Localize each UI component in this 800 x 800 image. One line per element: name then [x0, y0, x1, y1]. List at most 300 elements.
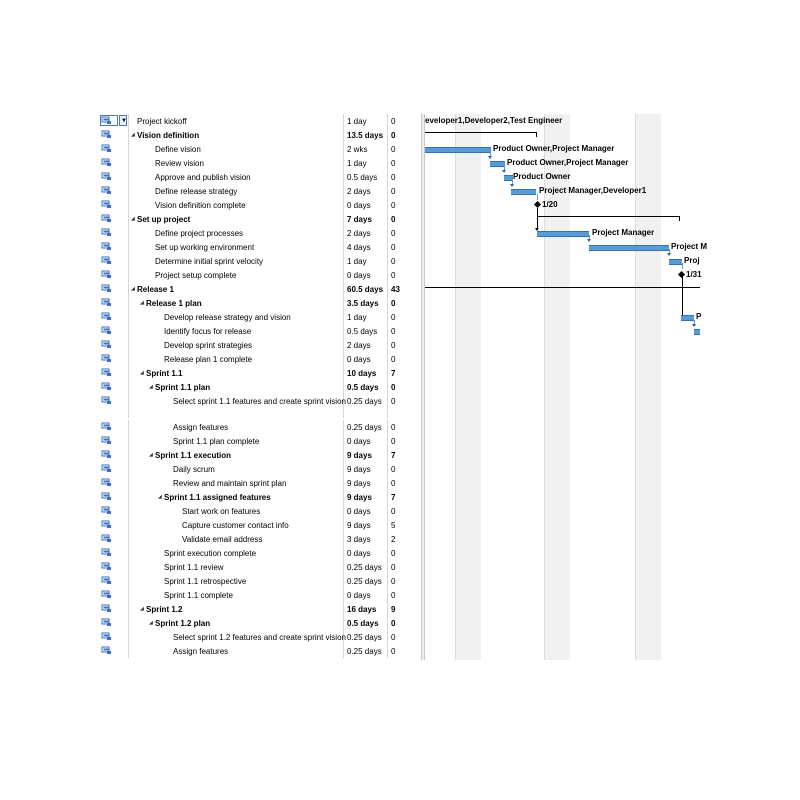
slack-value: 0 [391, 187, 396, 196]
task-note-icon [102, 423, 110, 429]
slack-cell[interactable] [388, 532, 424, 546]
dependency-link [682, 276, 683, 318]
task-name-cell[interactable] [129, 226, 344, 240]
duration-cell[interactable] [344, 310, 388, 324]
task-bar-develop-release[interactable] [681, 315, 694, 321]
slack-cell[interactable] [388, 114, 424, 128]
slack-value: 0 [391, 619, 396, 628]
indicator-cell [100, 352, 129, 366]
duration-cell[interactable] [344, 352, 388, 366]
task-row[interactable] [100, 212, 425, 226]
task-note-icon [102, 187, 110, 193]
task-name: Select sprint 1.1 features and create sprint vision [173, 397, 346, 406]
duration-value: 10 days [347, 369, 377, 378]
slack-cell[interactable] [388, 560, 424, 574]
task-row[interactable] [100, 254, 425, 268]
task-row[interactable] [100, 448, 425, 462]
slack-cell[interactable] [388, 616, 424, 630]
slack-value: 0 [391, 201, 396, 210]
dependency-arrow [587, 239, 591, 242]
task-name-cell[interactable] [129, 198, 344, 212]
task-name: Define release strategy [155, 187, 238, 196]
task-row[interactable] [100, 338, 425, 352]
collapse-triangle-icon[interactable]: ◢ [149, 620, 153, 626]
weekend-band [635, 114, 661, 660]
summary-bar-end [679, 216, 680, 221]
task-name-cell[interactable] [129, 588, 344, 602]
task-note-icon [102, 215, 110, 221]
task-name-cell[interactable] [129, 114, 344, 128]
resource-label: Project M [671, 242, 708, 251]
duration-value: 0.5 days [347, 383, 379, 392]
slack-cell[interactable] [388, 282, 424, 296]
slack-cell[interactable] [388, 184, 424, 198]
slack-cell[interactable] [388, 352, 424, 366]
chevron-down-icon[interactable]: ▼ [119, 115, 127, 126]
duration-cell[interactable] [344, 602, 388, 616]
task-row[interactable] [100, 198, 425, 212]
task-name-cell[interactable] [129, 240, 344, 254]
task-note-icon[interactable] [100, 115, 118, 126]
indicator-cell [100, 490, 129, 504]
task-note-icon [102, 507, 110, 513]
task-name-cell[interactable] [129, 630, 344, 644]
duration-value: 1 day [347, 257, 367, 266]
task-row[interactable] [100, 476, 425, 490]
task-name-cell[interactable] [129, 282, 344, 296]
slack-cell[interactable] [388, 462, 424, 476]
task-name-cell[interactable] [129, 476, 344, 490]
slack-cell[interactable] [388, 142, 424, 156]
task-row[interactable] [100, 644, 425, 658]
task-row[interactable] [100, 170, 425, 184]
duration-cell[interactable] [344, 394, 388, 418]
task-name-cell[interactable] [129, 602, 344, 616]
slack-cell[interactable] [388, 644, 424, 658]
slack-cell[interactable] [388, 198, 424, 212]
slack-cell[interactable] [388, 268, 424, 282]
slack-value: 0 [391, 633, 396, 642]
slack-value: 0 [391, 341, 396, 350]
task-row[interactable] [100, 184, 425, 198]
task-bar-identify-focus[interactable] [694, 329, 700, 335]
task-name: Assign features [173, 647, 229, 656]
duration-value: 0.5 days [347, 619, 379, 628]
task-name: Release 1 [137, 285, 174, 294]
task-name-cell[interactable] [129, 574, 344, 588]
duration-cell[interactable] [344, 588, 388, 602]
slack-value: 0 [391, 145, 396, 154]
duration-value: 0.25 days [347, 647, 382, 656]
task-row[interactable] [100, 366, 425, 380]
indicator-cell [100, 170, 129, 184]
indicator-cell [100, 268, 129, 282]
task-name: Daily scrum [173, 465, 215, 474]
task-note-icon [102, 257, 110, 263]
task-note-icon [102, 173, 110, 179]
task-note-icon [102, 201, 110, 207]
task-note-icon [102, 145, 110, 151]
duration-value: 2 days [347, 341, 371, 350]
slack-value: 2 [391, 535, 396, 544]
slack-value: 0 [391, 117, 396, 126]
task-name-cell[interactable] [129, 268, 344, 282]
duration-cell[interactable] [344, 142, 388, 156]
slack-cell[interactable] [388, 212, 424, 226]
duration-value: 9 days [347, 479, 371, 488]
task-note-icon [102, 369, 110, 375]
task-note-icon [102, 383, 110, 389]
slack-cell[interactable] [388, 310, 424, 324]
slack-cell[interactable] [388, 324, 424, 338]
task-row[interactable] [100, 296, 425, 310]
indicator-cell [100, 616, 129, 630]
duration-cell[interactable] [344, 268, 388, 282]
indicator-cell [100, 476, 129, 490]
duration-cell[interactable] [344, 226, 388, 240]
duration-cell[interactable] [344, 476, 388, 490]
task-name: Release plan 1 complete [164, 355, 253, 364]
task-row[interactable] [100, 380, 425, 394]
task-name-cell[interactable] [129, 296, 344, 310]
duration-value: 0.25 days [347, 397, 382, 406]
task-note-icon [102, 521, 110, 527]
slack-cell[interactable] [388, 296, 424, 310]
duration-value: 2 days [347, 229, 371, 238]
task-row[interactable] [100, 394, 425, 418]
task-bar-define-processes[interactable] [537, 231, 589, 237]
task-name-cell[interactable] [129, 212, 344, 226]
task-name-cell[interactable] [129, 310, 344, 324]
task-name: Set up working environment [155, 243, 255, 252]
task-row[interactable] [100, 504, 425, 518]
task-name-cell[interactable] [129, 420, 344, 434]
task-row[interactable] [100, 324, 425, 338]
task-row[interactable] [100, 518, 425, 532]
dependency-link [682, 263, 683, 269]
collapse-triangle-icon[interactable]: ◢ [149, 384, 153, 390]
duration-cell[interactable] [344, 380, 388, 394]
weekend-band [544, 114, 570, 660]
slack-cell[interactable] [388, 448, 424, 462]
milestone-date: 1/31 [686, 270, 702, 279]
task-name: Review and maintain sprint plan [173, 479, 287, 488]
duration-cell[interactable] [344, 170, 388, 184]
duration-cell[interactable] [344, 114, 388, 128]
task-name-cell[interactable] [129, 338, 344, 352]
duration-cell[interactable] [344, 574, 388, 588]
slack-cell[interactable] [388, 588, 424, 602]
task-name-cell[interactable] [129, 644, 344, 658]
task-note-icon [102, 341, 110, 347]
task-name: Define vision [155, 145, 201, 154]
duration-cell[interactable] [344, 198, 388, 212]
task-name-cell[interactable] [129, 560, 344, 574]
task-name-cell[interactable] [129, 434, 344, 448]
slack-value: 0 [391, 243, 396, 252]
slack-value: 9 [391, 605, 396, 614]
slack-value: 0 [391, 229, 396, 238]
indicator-cell [100, 574, 129, 588]
slack-cell[interactable] [388, 630, 424, 644]
task-name: Sprint 1.1 assigned features [164, 493, 271, 502]
slack-value: 0 [391, 577, 396, 586]
indicator-cell [100, 310, 129, 324]
task-name-cell[interactable] [129, 380, 344, 394]
indicator-cell [100, 420, 129, 434]
task-row[interactable] [100, 128, 425, 142]
task-name: Start work on features [182, 507, 261, 516]
dependency-arrow [667, 253, 671, 256]
task-name: Sprint 1.1 complete [164, 591, 233, 600]
duration-value: 2 days [347, 187, 371, 196]
task-bar-release-strategy[interactable] [511, 189, 536, 195]
task-row[interactable] [100, 156, 425, 170]
duration-value: 0 days [347, 355, 371, 364]
task-bar-working-environment[interactable] [589, 245, 669, 251]
task-row[interactable] [100, 588, 425, 602]
slack-value: 0 [391, 397, 396, 406]
slack-cell[interactable] [388, 380, 424, 394]
task-row[interactable] [100, 490, 425, 504]
task-name: Vision definition complete [155, 201, 246, 210]
task-name-cell[interactable] [129, 142, 344, 156]
task-note-icon [102, 243, 110, 249]
slack-cell[interactable] [388, 476, 424, 490]
duration-cell[interactable] [344, 434, 388, 448]
task-name-cell[interactable] [129, 394, 344, 418]
duration-cell[interactable] [344, 462, 388, 476]
duration-cell[interactable] [344, 448, 388, 462]
task-name-cell[interactable] [129, 352, 344, 366]
task-name: Vision definition [137, 131, 200, 140]
task-name-cell[interactable] [129, 184, 344, 198]
task-name-cell[interactable] [129, 490, 344, 504]
collapse-triangle-icon[interactable]: ◢ [158, 494, 162, 500]
slack-cell[interactable] [388, 490, 424, 504]
task-name-cell[interactable] [129, 518, 344, 532]
collapse-triangle-icon[interactable]: ◢ [149, 452, 153, 458]
duration-value: 3 days [347, 535, 371, 544]
indicator-cell [100, 532, 129, 546]
duration-cell[interactable] [344, 128, 388, 142]
indicator-cell [100, 324, 129, 338]
duration-cell[interactable] [344, 156, 388, 170]
slack-value: 0 [391, 437, 396, 446]
slack-cell[interactable] [388, 226, 424, 240]
task-name-cell[interactable] [129, 504, 344, 518]
slack-cell[interactable] [388, 170, 424, 184]
duration-value: 9 days [347, 521, 371, 530]
task-name-cell[interactable] [129, 156, 344, 170]
duration-cell[interactable] [344, 560, 388, 574]
slack-cell[interactable] [388, 156, 424, 170]
duration-cell[interactable] [344, 616, 388, 630]
slack-cell[interactable] [388, 518, 424, 532]
slack-cell[interactable] [388, 602, 424, 616]
task-name: Sprint 1.1 execution [155, 451, 232, 460]
task-note-icon [102, 619, 110, 625]
task-row[interactable] [100, 616, 425, 630]
task-name: Sprint 1.1 plan complete [173, 437, 260, 446]
slack-cell[interactable] [388, 504, 424, 518]
task-grid [100, 114, 425, 660]
timescale-divider [635, 114, 636, 660]
slack-cell[interactable] [388, 254, 424, 268]
duration-cell[interactable] [344, 240, 388, 254]
task-row[interactable] [100, 282, 425, 296]
slack-value: 0 [391, 299, 396, 308]
duration-value: 9 days [347, 465, 371, 474]
slack-value: 0 [391, 257, 396, 266]
slack-value: 0 [391, 549, 396, 558]
task-name: Sprint 1.1 retrospective [164, 577, 247, 586]
duration-cell[interactable] [344, 504, 388, 518]
duration-cell[interactable] [344, 282, 388, 296]
task-note-icon [102, 285, 110, 291]
indicator-cell [100, 394, 129, 418]
task-row[interactable] [100, 226, 425, 240]
indicator-cell [100, 198, 129, 212]
summary-bar-end [536, 132, 537, 137]
duration-cell[interactable] [344, 212, 388, 226]
task-row[interactable] [100, 310, 425, 324]
resource-label: Product Owner [513, 172, 571, 181]
collapse-triangle-icon[interactable]: ◢ [140, 370, 144, 376]
task-name-cell[interactable] [129, 462, 344, 476]
duration-value: 0 days [347, 591, 371, 600]
task-note-icon [102, 535, 110, 541]
slack-cell[interactable] [388, 338, 424, 352]
task-note-icon [102, 479, 110, 485]
dependency-arrow [692, 324, 696, 327]
slack-cell[interactable] [388, 574, 424, 588]
summary-bar-release-1[interactable] [425, 287, 700, 288]
collapse-triangle-icon[interactable]: ◢ [140, 300, 144, 306]
slack-value: 7 [391, 493, 396, 502]
collapse-triangle-icon[interactable]: ◢ [131, 216, 135, 222]
duration-value: 3.5 days [347, 299, 379, 308]
duration-cell[interactable] [344, 254, 388, 268]
task-bar-review-vision[interactable] [490, 161, 505, 167]
duration-value: 4 days [347, 243, 371, 252]
task-name-cell[interactable] [129, 170, 344, 184]
dependency-arrow [488, 156, 492, 159]
dependency-arrow [510, 184, 514, 187]
collapse-triangle-icon[interactable]: ◢ [131, 286, 135, 292]
duration-cell[interactable] [344, 518, 388, 532]
indicator-cell [100, 296, 129, 310]
task-name-cell[interactable] [129, 254, 344, 268]
slack-cell[interactable] [388, 240, 424, 254]
slack-cell[interactable] [388, 366, 424, 380]
task-name: Capture customer contact info [182, 521, 289, 530]
task-name-cell[interactable] [129, 616, 344, 630]
duration-cell[interactable] [344, 366, 388, 380]
duration-cell[interactable] [344, 184, 388, 198]
task-bar-define-vision[interactable] [425, 147, 491, 153]
duration-value: 0.25 days [347, 577, 382, 586]
duration-cell[interactable] [344, 532, 388, 546]
task-name: Sprint 1.1 [146, 369, 183, 378]
task-row[interactable] [100, 420, 425, 434]
task-row[interactable] [100, 142, 425, 156]
collapse-triangle-icon[interactable]: ◢ [140, 606, 144, 612]
slack-value: 0 [391, 159, 396, 168]
task-row[interactable] [100, 560, 425, 574]
timescale-divider [455, 114, 456, 660]
task-row[interactable] [100, 268, 425, 282]
indicator-cell [100, 448, 129, 462]
duration-cell[interactable] [344, 296, 388, 310]
task-note-icon [102, 229, 110, 235]
milestone-diamond[interactable] [534, 201, 541, 208]
task-name: Project setup complete [155, 271, 237, 280]
task-row[interactable] [100, 574, 425, 588]
collapse-triangle-icon[interactable]: ◢ [131, 132, 135, 138]
slack-cell[interactable] [388, 420, 424, 434]
duration-cell[interactable] [344, 338, 388, 352]
task-row[interactable] [100, 462, 425, 476]
duration-value: 9 days [347, 451, 372, 460]
slack-cell[interactable] [388, 394, 424, 418]
task-name: Sprint 1.2 plan [155, 619, 211, 628]
task-name-cell[interactable] [129, 366, 344, 380]
task-name: Set up project [137, 215, 191, 224]
task-row[interactable] [100, 114, 425, 128]
duration-cell[interactable] [344, 546, 388, 560]
task-row[interactable] [100, 546, 425, 560]
slack-cell[interactable] [388, 128, 424, 142]
task-note-icon [102, 451, 110, 457]
indicator-cell [100, 546, 129, 560]
summary-bar-vision[interactable] [425, 132, 537, 133]
task-name: Develop release strategy and vision [164, 313, 291, 322]
task-bar-sprint-velocity[interactable] [669, 259, 682, 265]
duration-cell[interactable] [344, 630, 388, 644]
indicator-cell [100, 588, 129, 602]
task-note-icon [102, 327, 110, 333]
task-name-cell[interactable] [129, 448, 344, 462]
task-note-icon [102, 159, 110, 165]
slack-cell[interactable] [388, 434, 424, 448]
task-name: Approve and publish vision [155, 173, 251, 182]
summary-bar-setup[interactable] [537, 216, 680, 217]
indicator-cell [100, 142, 129, 156]
task-name: Review vision [155, 159, 204, 168]
duration-cell[interactable] [344, 490, 388, 504]
slack-value: 0 [391, 271, 396, 280]
duration-cell[interactable] [344, 644, 388, 658]
task-row[interactable] [100, 602, 425, 616]
task-name-cell[interactable] [129, 546, 344, 560]
task-row[interactable] [100, 240, 425, 254]
task-name-cell[interactable] [129, 324, 344, 338]
duration-cell[interactable] [344, 420, 388, 434]
slack-value: 0 [391, 173, 396, 182]
task-name-cell[interactable] [129, 128, 344, 142]
slack-cell[interactable] [388, 546, 424, 560]
task-row[interactable] [100, 434, 425, 448]
slack-value: 0 [391, 327, 396, 336]
duration-value: 0.25 days [347, 423, 382, 432]
duration-cell[interactable] [344, 324, 388, 338]
indicator-cell [100, 434, 129, 448]
task-row[interactable] [100, 630, 425, 644]
task-name-cell[interactable] [129, 532, 344, 546]
task-row[interactable] [100, 532, 425, 546]
task-row[interactable] [100, 352, 425, 366]
